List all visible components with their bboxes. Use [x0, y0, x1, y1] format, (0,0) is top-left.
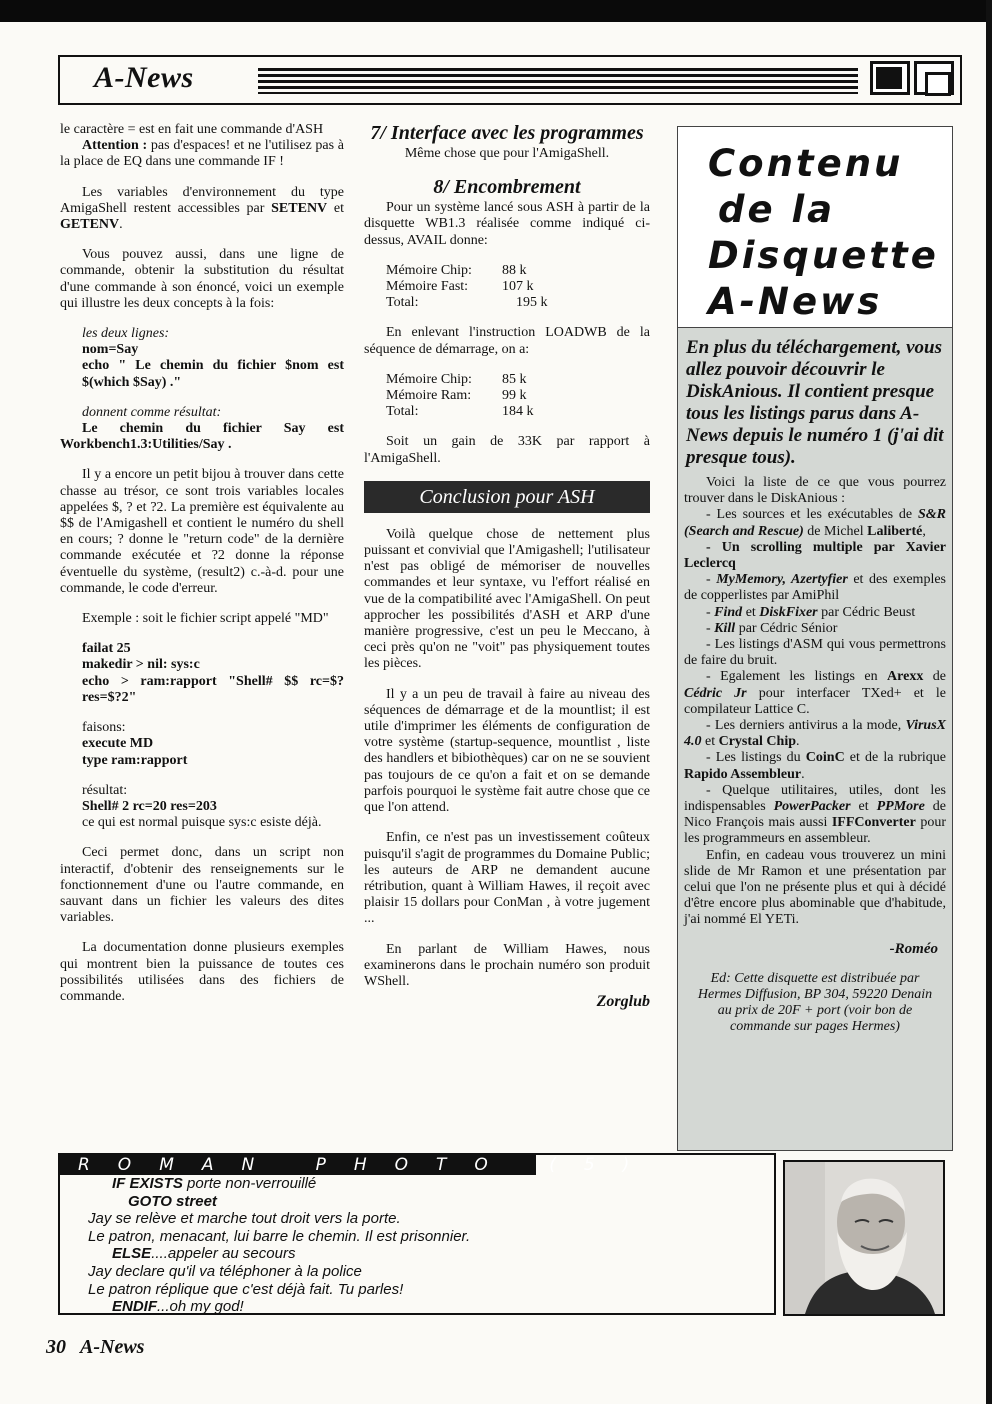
right-scan-border	[986, 0, 992, 1404]
memory-table: Mémoire Chip: 88 k Mémoire Fast: 107 k Total: 195 k	[386, 262, 548, 311]
memory-table: Mémoire Chip: 85 k Mémoire Ram: 99 k Total: 184 k	[386, 371, 534, 420]
list-intro: Voici la liste de ce que vous pourrez trouver dans le DiskAnious :	[684, 475, 946, 507]
example-result: donnent comme résultat: Le chemin du fichier Say est Workbench1.3:Utilities/Say .	[60, 404, 344, 453]
roman-photo-text: IF EXISTS porte non-verrouillé GOTO street Jay se relève et marche tout droit vers la porte. Le patron, menacant, lui barre le chemin. Il est prisonnier. ELSE....appeler au secours Jay declare qu'il va téléphoner à la police Le patron réplique que c'est déjà fait. Tu parles! ENDIF...oh my god!	[88, 1175, 471, 1316]
roman-photo-title: ROMAN PHOTO (5)	[60, 1155, 536, 1175]
list-item: - MyMemory, Azertyfier et des exemples de copperlistes par AmiPhil	[684, 572, 946, 604]
box-title: Contenu de la Disquette A-News	[708, 142, 939, 323]
editor-note: Ed: Cette disquette est distribuée par Hermes Diffusion, BP 304, 59220 Denain au prix de 20F + port (voir bon de commande sur pages Hermes)	[697, 970, 933, 1034]
roman-photo-box	[58, 1153, 776, 1315]
paragraph: Soit un gain de 33K par rapport à l'AmigaShell.	[364, 434, 650, 466]
code-block: faisons: execute MD type ram:rapport	[82, 720, 188, 768]
section-heading: 7/ Interface avec les programmes	[370, 122, 644, 144]
list-item: - Les derniers antivirus a la mode, VirusX 4.0 et Crystal Chip.	[684, 718, 946, 750]
amiga-windows-icon	[870, 61, 958, 97]
header-brand: A-News	[94, 61, 194, 94]
paragraph: En enlevant l'instruction LOADWB de la séquence de démarrage, on a:	[364, 325, 650, 357]
code-block: failat 25 makedir > nil: sys:c echo > ram:rapport "Shell# $$ rc=$? res=$?2"	[82, 641, 344, 705]
paragraph: Attention : pas d'espaces! et ne l'utilisez pas à la place de EQ dans une commande IF !	[60, 138, 345, 170]
page-number: 30	[46, 1336, 66, 1358]
paragraph: Voilà quelque chose de nettement plus puissant et convivial que l'Amigashell; l'utilisateur n'est pas obligé de mémoriser de nouvelles commandes et leur syntaxe, vu l'effort réalisé en vue de la compatibilité avec l'AmigaShell. On peut approcher les possibilités d'ASH et ARP d'une manière progressive, c'est un peu le Meccano, à ceci près qu'on ne "voit" pas physiquement toutes les pièces.	[364, 526, 650, 672]
example-block: les deux lignes: nom=Say echo " Le chemin du fichier $nom est $(which $Say) ."	[82, 326, 344, 390]
paragraph: Même chose que pour l'AmigaShell.	[404, 146, 610, 161]
list-item: - Quelque utilitaires, utiles, dont les indispensables PowerPacker et PPMore de Nico François mais aussi IFFConverter pour les programmeurs en assembleur.	[684, 782, 946, 847]
paragraph: Enfin, en cadeau vous trouverez un mini slide de Mr Ramon et une présentation par celui que l'on ne présente plus et qui à décidé d'être encore plus abominable que d'habitude, j'ai nommé El YETi.	[684, 847, 946, 928]
portrait-photo	[783, 1160, 945, 1316]
list-item: - Un scrolling multiple par Xavier Leclercq	[684, 539, 946, 572]
header-stripes	[258, 68, 858, 94]
paragraph: Les variables d'environnement du type AmigaShell restent accessibles par SETENV et GETENV.	[60, 184, 344, 233]
box-content	[684, 337, 946, 1035]
result-block: résultat: Shell# 2 rc=20 res=203 ce qui est normal puisque sys:c esiste déjà.	[82, 782, 322, 831]
box-lead: En plus du téléchargement, vous allez pouvoir découvrir le DiskAnious. Il contient presque tous les listings parus dans A-News depuis le numéro 1 (j'ai dit presque tous).	[686, 337, 944, 468]
author-signature: Zorglub	[596, 993, 650, 1011]
disk-contents-box	[677, 126, 953, 1151]
list-item: - Find et DiskFixer par Cédric Beust	[706, 604, 916, 620]
footer-brand: A-News	[80, 1336, 145, 1358]
box-title-area	[678, 127, 952, 328]
list-item: - Les listings d'ASM qui vous permettrons de faire du bruit.	[684, 637, 946, 669]
list-item: - Les sources et les exécutables de S&R (Search and Rescue) de Michel Laliberté,	[684, 507, 946, 539]
list-item: - Kill par Cédric Sénior	[706, 620, 838, 636]
top-scan-border	[0, 0, 992, 22]
paragraph: Pour un système lancé sous ASH à partir de la disquette WB1.3 réalisée comme indiqué ci-dessus, AVAIL donne:	[364, 200, 650, 248]
paragraph: Exemple : soit le fichier script appelé "MD"	[82, 611, 329, 627]
paragraph: Enfin, ce n'est pas un investissement coûteux puisqu'il s'agit de programmes du Domaine Public; les auteurs de ARP ne demandent aucune rétribution, quant à William Hawes, il reçoit avec plaisir 15 dollars pour ConMan , à votre jugement ...	[364, 830, 650, 927]
paragraph: Vous pouvez aussi, dans une ligne de commande, obtenir la substitution du résultat d'une commande à son énoncé, voici un exemple qui illustre les deux concepts à la fois:	[60, 247, 344, 311]
paragraph: La documentation donne plusieurs exemples qui montrent bien la puissance de toutes ces possibilités utilisées dans des fichiers de commande.	[60, 940, 344, 1004]
section-heading: 8/ Encombrement	[433, 176, 581, 199]
page-header	[58, 55, 962, 105]
paragraph: En parlant de William Hawes, nous examinerons dans le prochain numéro son produit WShell.	[364, 941, 650, 989]
column-1	[60, 122, 344, 1019]
box-signature: -Roméo	[889, 940, 938, 957]
paragraph: Il y a encore un petit bijou à trouver dans cette chasse au trésor, ce sont trois variables locales appelées $, ? et ?2. La première est équivalente au $$ de l'Amigashell et contient le numéro du shell en cours; ? donne le "return code" de la dernière commande exécutée et ?2 donne la réponse éventuelle du système, (result2) c.-à-d. pour une commande, le code d'erreur.	[60, 467, 344, 596]
paragraph: le caractère = est en fait une commande d'ASH	[60, 122, 324, 137]
conclusion-banner: Conclusion pour ASH	[364, 481, 650, 513]
paragraph: Ceci permet donc, dans un script non interactif, d'obtenir des renseignements sur le fonctionnement d'une ou l'autre commande, en sauvant dans un fichier les valeurs des dites variables.	[60, 845, 344, 926]
paragraph: Il y a un peu de travail à faire au niveau des séquences de démarrage et de la mountlist; il est utile d'imprimer les éléments de configuration de votre système (startup-sequence, mountlist , liste des handlers et bibiothèques) car on ne se souvient pas toujours de ce qu'on a fait et on se demande parfois pourquoi le système fait autre chose que ce que l'on attend.	[364, 686, 650, 816]
list-item: - Egalement les listings en Arexx de Cédric Jr pour interfacer TXed+ et le compilateur Lattice C.	[684, 669, 946, 717]
column-2	[364, 122, 650, 1010]
list-item: - Les listings du CoinC et de la rubrique Rapido Assembleur.	[684, 750, 946, 782]
page-footer	[46, 1336, 144, 1359]
